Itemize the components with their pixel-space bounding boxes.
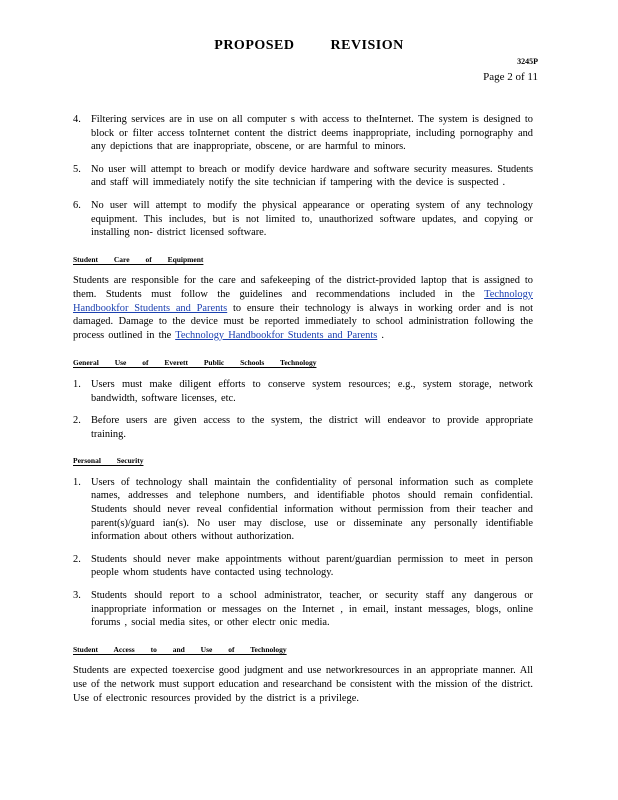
paragraph-text: Students are responsible for the care and safekeeping of the district-provided laptop that is assigned to them. Students must follow the guidelines and recommendations included in the <box>73 275 533 300</box>
handbook-link[interactable]: Technology Handbookfor Students and Parents <box>73 288 533 314</box>
page-title: PROPOSED REVISION <box>214 38 404 53</box>
list-item <box>73 199 533 240</box>
section-heading-personal-security: Personal Security <box>73 456 144 466</box>
list-number: 2. <box>73 553 81 565</box>
section-heading-general-use: General Use of Everett Public Schools Technology <box>73 358 317 368</box>
list-item <box>73 113 533 154</box>
list-number: 3. <box>73 590 81 602</box>
document-body <box>73 113 533 719</box>
list-text: Before users are given access to the system, the district will endeavor to provide appropriate training. <box>91 415 533 440</box>
list-number: 2. <box>73 415 81 427</box>
list-number: 5. <box>73 163 81 175</box>
list-number: 1. <box>73 378 81 390</box>
list-item <box>73 163 533 190</box>
list-item <box>73 553 533 580</box>
list-text: Filtering services are in use on all computer s with access to theInternet. The system is designed to block or filter access toInternet content the district deems inappropriate, including pornography and any depictions that are inappropriate, obscene, or are harmful to minors. <box>91 114 533 153</box>
list-number: 4. <box>73 114 81 125</box>
list-text: Users must make diligent efforts to conserve system resources; e.g., system storage, network bandwidth, software licenses, etc. <box>91 378 533 404</box>
list-text: No user will attempt to modify the physical appearance or operating system of any technology equipment. This includes, but is not limited to, unauthorized software updates, and copying or installing non- district licensed software. <box>91 199 533 239</box>
list-text: Users of technology shall maintain the confidentiality of personal information such as complete names, addresses and telephone numbers, and identifiable photos should remain confidential. Students should never reveal confidential information without permission from their teacher and parent(s)/guard ian(s). No user may disclose, use or disseminate any personally identifiable information about others without authorization. <box>91 476 533 543</box>
list-number: 1. <box>73 476 81 488</box>
list-text: Students should never make appointments without parent/guardian permission to meet in person people whom students have contacted using technology. <box>91 553 533 579</box>
list-item <box>73 589 533 630</box>
paragraph-text: . <box>377 329 384 341</box>
list-item <box>73 414 533 441</box>
access-paragraph: Students are expected toexercise good judgment and use networkresources in an appropriate manner. All use of the network must support education and researchand be consistent with the mission of the district. Use of electronic resources provided by the district is a privilege. <box>73 665 533 704</box>
section-heading-care: Student Care of Equipment <box>73 254 204 264</box>
section-heading-student-access: Student Access to and Use of Technology <box>73 644 287 654</box>
care-paragraph <box>73 274 533 342</box>
list-number: 6. <box>73 199 81 211</box>
page-number: Page 2 of 11 <box>483 71 538 83</box>
paragraph-text: to ensure their technology is always in working order and is not damaged. Damage to the device must be reported immediately to school administration following the process outlined in the <box>73 302 533 341</box>
list-item <box>73 476 533 544</box>
list-item <box>73 378 533 405</box>
list-text: Students should report to a school administrator, teacher, or security staff any dangerous or inappropriate information or messages on the Internet , in email, instant messages, blogs, online forums , social media sites, or other electr onic media. <box>91 590 533 629</box>
handbook-link[interactable]: Technology Handbookfor Students and Parents <box>175 329 378 341</box>
list-text: No user will attempt to breach or modify device hardware and software security measures. Students and staff will immediately notify the site technician if tampering with the device is suspected . <box>91 163 533 189</box>
document-number: 3245P <box>517 57 538 66</box>
